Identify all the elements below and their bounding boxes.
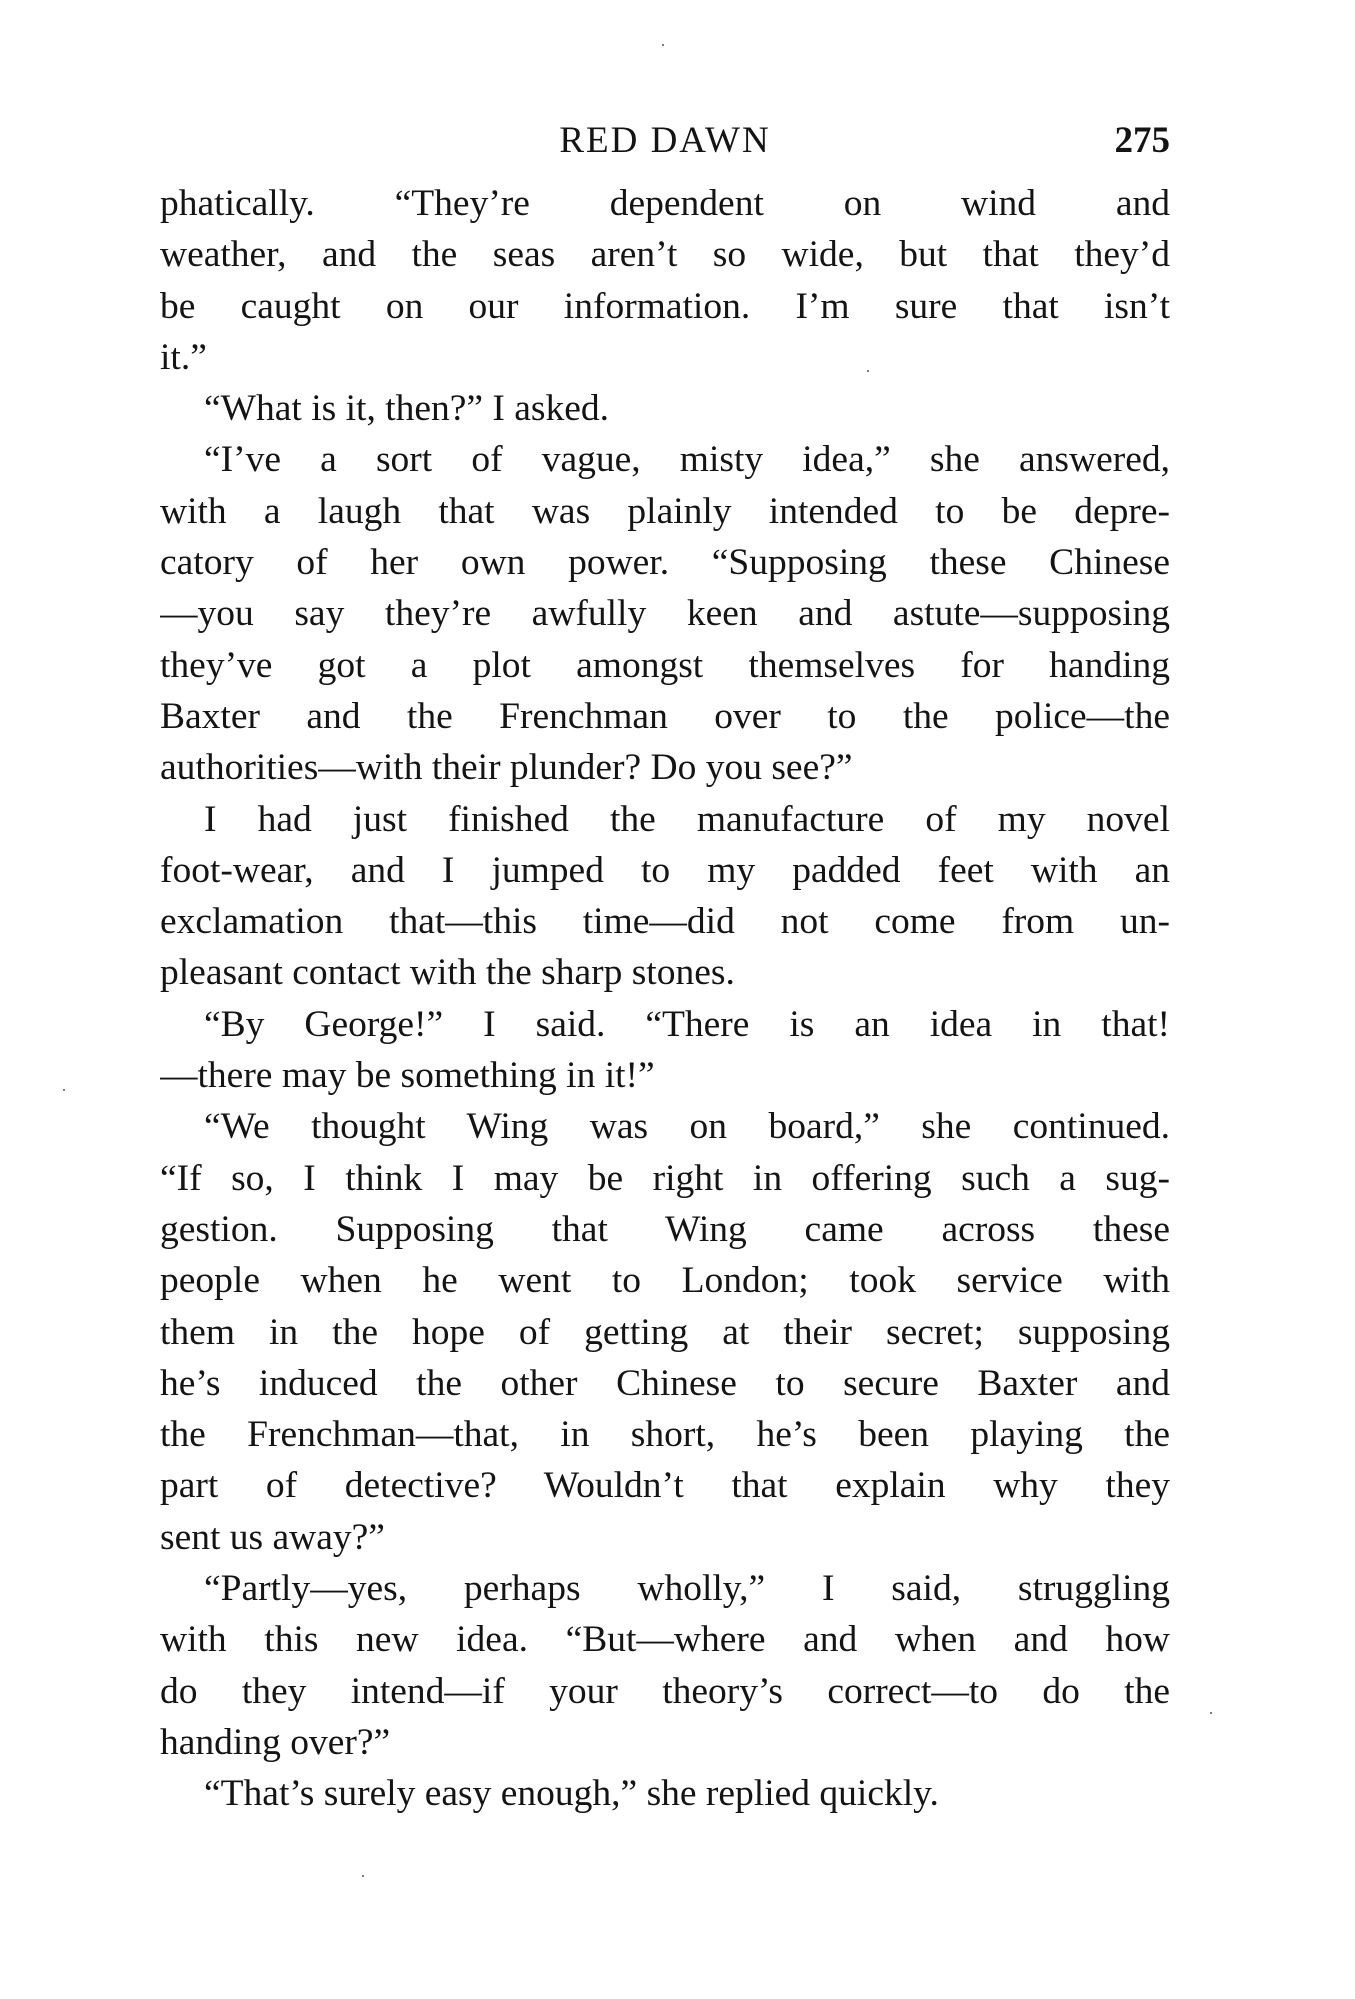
page-number: 275 [1114, 120, 1170, 161]
text-line: be caught on our information. I’m sure that isn’t [160, 285, 1170, 327]
paragraph [160, 383, 1170, 434]
text-line: weather, and the seas aren’t so wide, but that they’d [160, 234, 1170, 276]
text-line: catory of her own power. “Supposing these Chinese [160, 542, 1170, 584]
scan-speck [662, 44, 664, 46]
paragraph [160, 1101, 1170, 1563]
scan-speck [1210, 1712, 1212, 1714]
paragraph [160, 999, 1170, 1102]
body-text [160, 178, 1170, 1820]
text-line: phatically. “They’re dependent on wind and [160, 183, 1170, 224]
text-line: “That’s surely easy enough,” she replied quickly. [204, 1773, 939, 1815]
text-line: exclamation that—this time—did not come from un- [160, 901, 1170, 943]
running-head [160, 113, 1170, 169]
text-line: people when he went to London; took service with [160, 1260, 1170, 1302]
text-line: part of detective? Wouldn’t that explain why they [160, 1465, 1170, 1507]
text-line: with this new idea. “But—where and when and how [160, 1619, 1170, 1661]
text-line: authorities—with their plunder? Do you see?” [160, 747, 853, 789]
scan-speck [867, 370, 869, 372]
text-line: handing over?” [160, 1721, 391, 1763]
text-line: gestion. Supposing that Wing came across these [160, 1208, 1170, 1250]
scan-speck [362, 1875, 364, 1877]
text-line: he’s induced the other Chinese to secure Baxter and [160, 1362, 1170, 1404]
paragraph [160, 1563, 1170, 1768]
text-line: pleasant contact with the sharp stones. [160, 952, 735, 994]
text-line: “By George!” I said. “There is an idea in that! [204, 1003, 1170, 1045]
text-line: the Frenchman—that, in short, he’s been playing the [160, 1414, 1170, 1456]
text-line: Baxter and the Frenchman over to the police—the [160, 695, 1170, 737]
paragraph [160, 1768, 1170, 1819]
text-line: sent us away?” [160, 1516, 385, 1558]
text-line: I had just finished the manufacture of my novel [204, 798, 1170, 840]
paragraph [160, 434, 1170, 793]
text-line: “If so, I think I may be right in offering such a sug- [160, 1157, 1170, 1199]
text-line: do they intend—if your theory’s correct—to do the [160, 1670, 1170, 1712]
running-title: RED DAWN [559, 120, 771, 161]
paragraph [160, 794, 1170, 999]
text-line: “I’ve a sort of vague, misty idea,” she answered, [204, 439, 1170, 481]
text-line: “We thought Wing was on board,” she continued. [204, 1106, 1170, 1148]
text-line: —there may be something in it!” [160, 1055, 655, 1097]
text-line: they’ve got a plot amongst themselves for handing [160, 644, 1170, 686]
text-line: foot-wear, and I jumped to my padded feet with an [160, 849, 1170, 891]
text-line: with a laugh that was plainly intended to be depre- [160, 490, 1170, 532]
paragraph [160, 178, 1170, 383]
scan-speck [63, 1089, 65, 1091]
text-line: “Partly—yes, perhaps wholly,” I said, struggling [204, 1568, 1170, 1610]
text-line: —you say they’re awfully keen and astute—supposing [160, 593, 1170, 635]
text-line: “What is it, then?” I asked. [204, 388, 610, 430]
text-line: it.” [160, 336, 207, 378]
text-line: them in the hope of getting at their secret; supposing [160, 1311, 1170, 1353]
